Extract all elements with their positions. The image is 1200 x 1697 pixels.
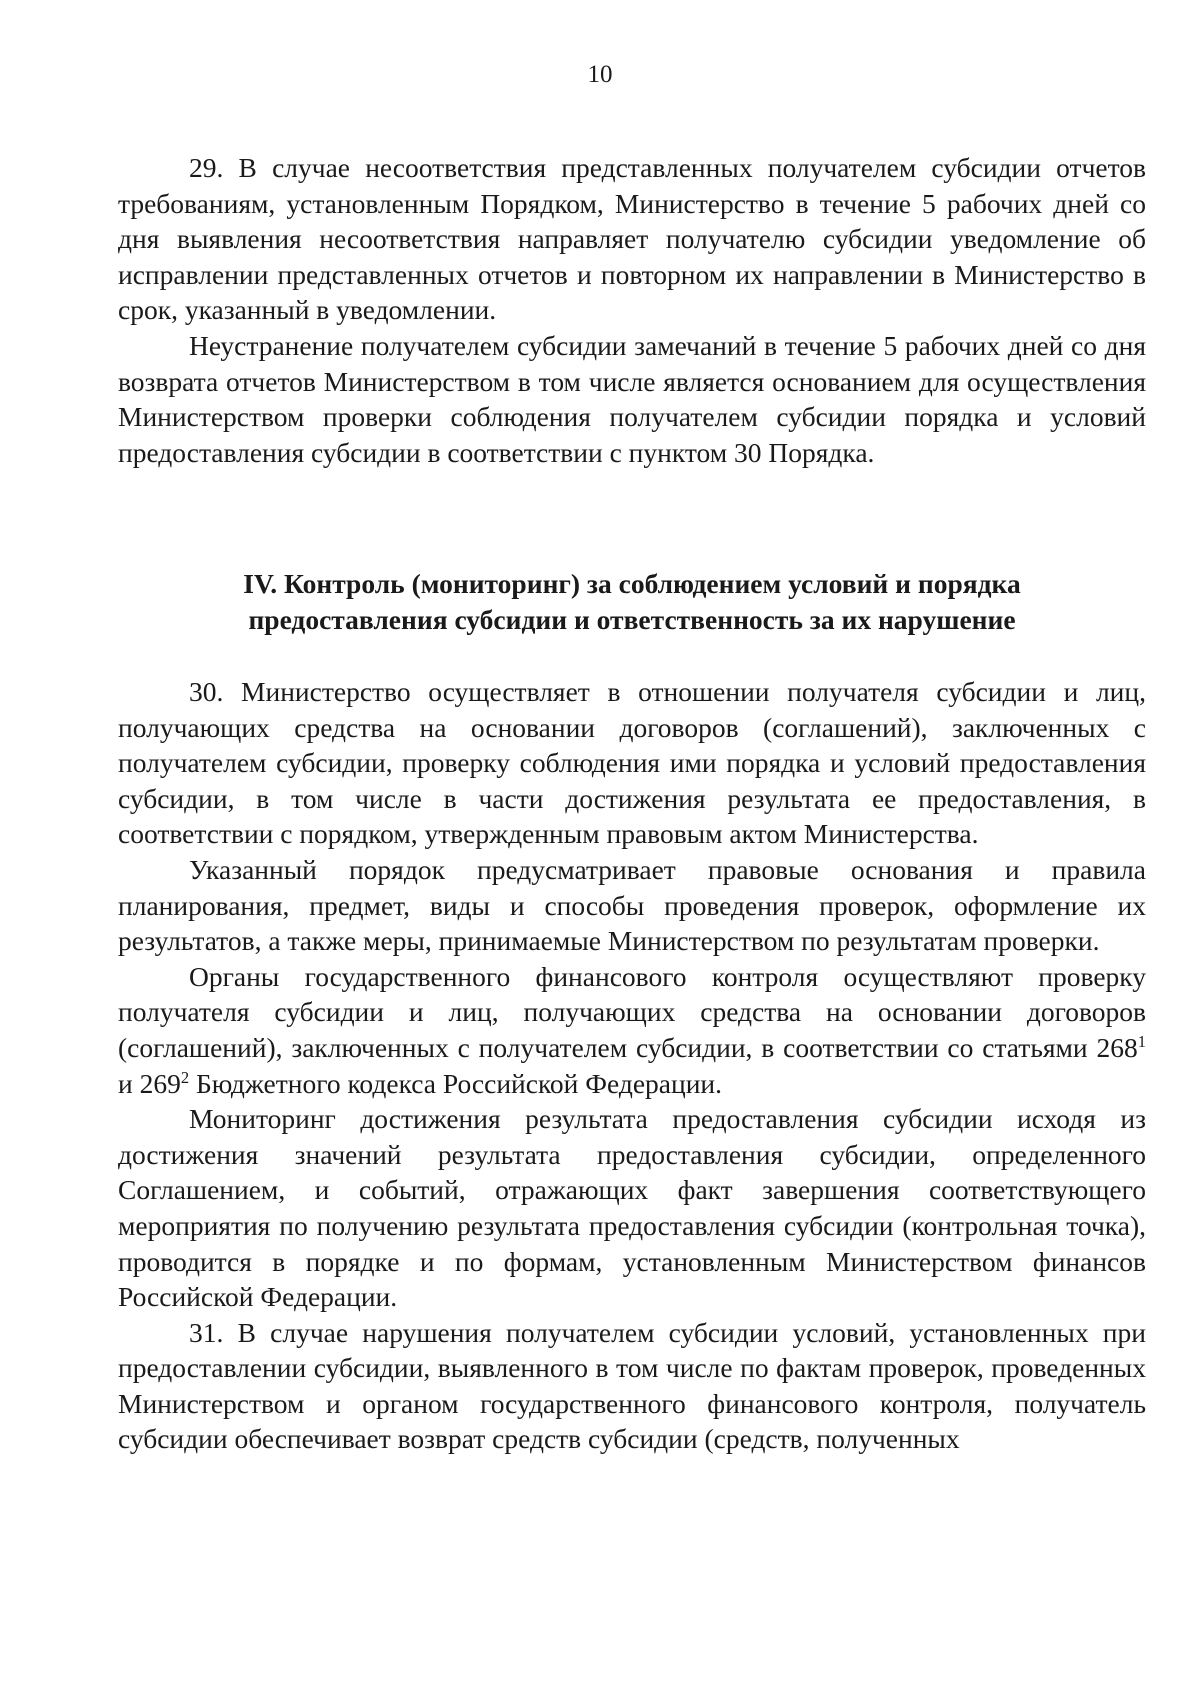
article-269: 269: [139, 1067, 181, 1099]
paragraph-procedure: Указанный порядок предусматривает правовые основания и правила планирования, предмет, виды и способы проведения проверок, оформление их результатов, а также меры, принимаемые Министерством по результатам проверки.: [118, 853, 1146, 957]
heading-line-2: предоставления субсидии и ответственность за их нарушение: [248, 603, 1016, 635]
section-heading: [118, 566, 1146, 637]
article-268: 268: [1096, 1031, 1138, 1063]
paragraph-30: 30. Министерство осуществляет в отношении получателя субсидии и лиц, получающих средства на основании договоров (соглашений), заключенных с получателем субсидии, проверку соблюдения ими порядка и условий предоставления субсидии, в том числе в части достижения результата ее предоставления, в соответствии с порядком, утвержденным правовым актом Министерства.: [118, 676, 1146, 850]
page-number: 10: [587, 61, 613, 88]
paragraph-monitoring: Мониторинг достижения результата предоставления субсидии исходя из достижения значений результата предоставления субсидии, определенного Соглашением, и событий, отражающих факт завершения соответствующего мероприятия по получению результата предоставления субсидии (контрольная точка), проводится в порядке и по формам, установленным Министерством финансов Российской Федерации.: [118, 1103, 1146, 1313]
paragraph-29: 29. В случае несоответствия представленных получателем субсидии отчетов требованиям, установленным Порядком, Министерство в течение 5 рабочих дней со дня выявления несоответствия направляет получателю субсидии уведомление об исправлении представленных отчетов и повторном их направлении в Министерство в срок, указанный в уведомлении.: [118, 152, 1146, 326]
section-before-heading: [118, 150, 1146, 470]
article-269-superscript: 2: [180, 1067, 190, 1087]
paragraph-31: 31. В случае нарушения получателем субсидии условий, установленных при предоставлении субсидии, выявленного в том числе по фактам проверок, проведенных Министерством и органом государственного финансового контроля, получатель субсидии обеспечивает возврат средств субсидии (средств, полученных: [118, 1316, 1146, 1455]
heading-line-1: IV. Контроль (мониторинг) за соблюдением условий и порядка: [243, 568, 1021, 599]
paragraph-financial-control-tail: Бюджетного кодекса Российской Федерации.: [189, 1067, 723, 1099]
paragraph-financial-control-text: Органы государственного финансового контроля осуществляют проверку получателя субсидии и лиц, получающих средства на основании договоров (соглашений), заключенных с получателем субсидии, в соответствии со статьями: [118, 960, 1146, 1063]
article-268-superscript: 1: [1137, 1031, 1146, 1051]
section-after-heading: [118, 674, 1146, 1457]
paragraph-non-elimination: Неустранение получателем субсидии замечаний в течение 5 рабочих дней со дня возврата отчетов Министерством в том числе является основанием для осуществления Министерством проверки соблюдения получателем субсидии порядка и условий предоставления субсидии в соответствии с пунктом 30 Порядка.: [118, 329, 1146, 468]
conjunction: и: [118, 1067, 140, 1099]
paragraph-financial-control: [118, 959, 1146, 1101]
